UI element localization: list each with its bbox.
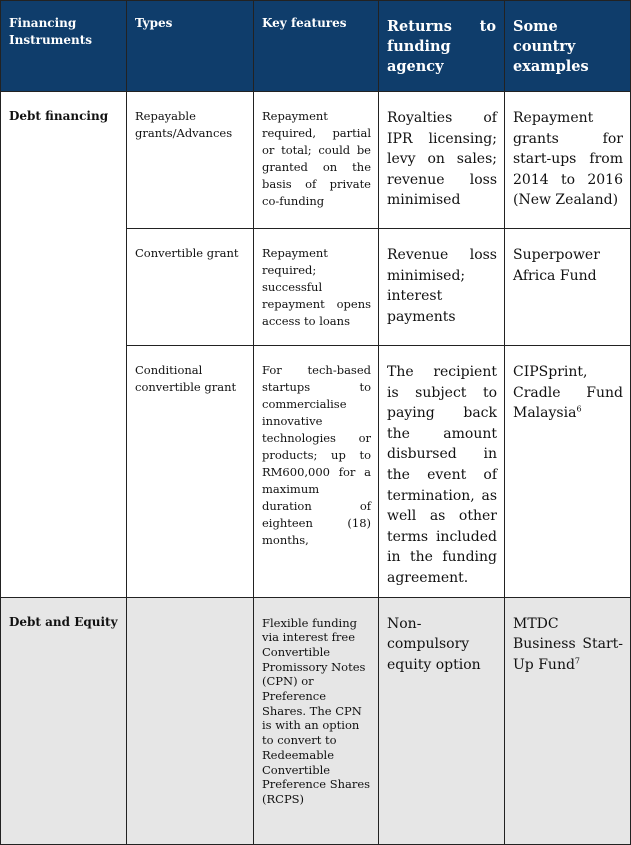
instrument-cell: Debt and Equity — [1, 597, 127, 844]
returns-cell: Royalties of IPR licensing; levy on sales; revenue loss minimised — [379, 92, 505, 229]
table-row — [1, 92, 631, 229]
examples-cell: Superpower Africa Fund — [505, 229, 631, 346]
features-cell: Flexible funding via interest free Convertible Promissory Notes (CPN) or Preference Shares. The CPN is with an option to convert to Redeemable Convertible Preference Shares (RCPS) — [254, 597, 379, 844]
footnote-marker: 7 — [574, 656, 581, 666]
features-cell: For tech-based startups to commercialise innovative technologies or products; up to RM600,000 for a maximum duration of eighteen (18) months, — [254, 346, 379, 598]
examples-text: MTDC Business Start-Up Fund — [513, 615, 623, 673]
footnote-marker: 6 — [576, 404, 582, 414]
type-cell — [127, 597, 254, 844]
instrument-cell: Debt financing — [1, 92, 127, 598]
header-country-examples: Some country examples — [505, 1, 631, 92]
returns-cell: The recipient is subject to paying back the amount disbursed in the event of termination, as well as other terms included in the funding agreement. — [379, 346, 505, 598]
header-key-features: Key features — [254, 1, 379, 92]
table-header-row — [1, 1, 631, 92]
header-returns: Returns to funding agency — [379, 1, 505, 92]
type-cell: Conditional convertible grant — [127, 346, 254, 598]
header-financing-instruments: Financing Instruments — [1, 1, 127, 92]
features-cell: Repayment required; successful repayment opens access to loans — [254, 229, 379, 346]
header-types: Types — [127, 1, 254, 92]
features-cell: Repayment required, partial or total; could be granted on the basis of private co-funding — [254, 92, 379, 229]
examples-text: CIPSprint, Cradle Fund Malaysia — [513, 364, 623, 422]
examples-cell — [505, 597, 631, 844]
type-cell: Repayable grants/Advances — [127, 92, 254, 229]
type-cell: Convertible grant — [127, 229, 254, 346]
examples-cell — [505, 346, 631, 598]
returns-cell: Non-compulsory equity option — [379, 597, 505, 844]
table-row — [1, 597, 631, 844]
examples-cell: Repayment grants for start-ups from 2014 to 2016 (New Zealand) — [505, 92, 631, 229]
returns-cell: Revenue loss minimised; interest payments — [379, 229, 505, 346]
